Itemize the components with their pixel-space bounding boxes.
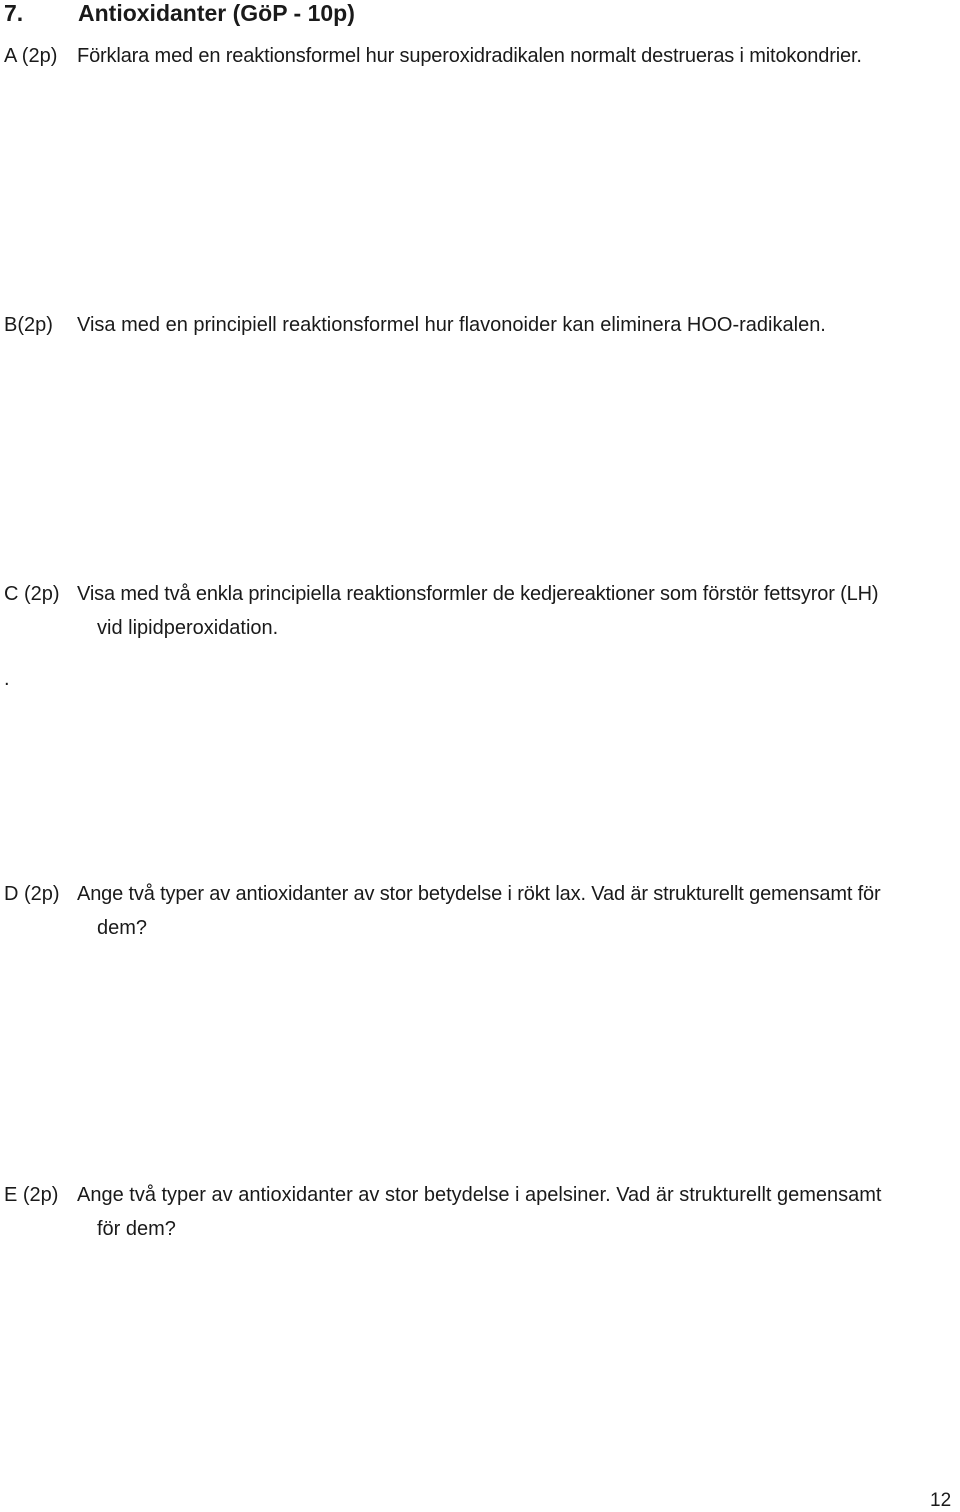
question-b-label: B(2p): [4, 314, 53, 336]
section-number: 7.: [4, 0, 24, 26]
question-d-text-line1: Ange två typer av antioxidanter av stor betydelse i rökt lax. Vad är strukturellt gemensamt för: [77, 883, 881, 905]
question-d-label: D (2p): [4, 883, 60, 905]
page-number: 12: [930, 1490, 952, 1511]
question-a-text: Förklara med en reaktionsformel hur superoxidradikalen normalt destrueras i mitokondrier.: [77, 45, 862, 67]
question-a-label: A (2p): [4, 45, 58, 67]
section-title: Antioxidanter (GöP - 10p): [78, 0, 355, 26]
question-c-text-line2: vid lipidperoxidation.: [97, 617, 279, 639]
question-b-text: Visa med en principiell reaktionsformel hur flavonoider kan eliminera HOO-radikalen.: [77, 314, 826, 336]
question-c-text-line1: Visa med två enkla principiella reaktionsformler de kedjereaktioner som förstör fettsyror (LH): [77, 583, 879, 605]
question-e-text-line1: Ange två typer av antioxidanter av stor betydelse i apelsiner. Vad är strukturellt gemensamt: [77, 1184, 882, 1206]
question-c-trailing-mark: .: [4, 668, 10, 690]
question-c-label: C (2p): [4, 583, 60, 605]
question-e-text-line2: för dem?: [97, 1218, 176, 1240]
question-e-label: E (2p): [4, 1184, 59, 1206]
question-d-text-line2: dem?: [97, 917, 148, 939]
